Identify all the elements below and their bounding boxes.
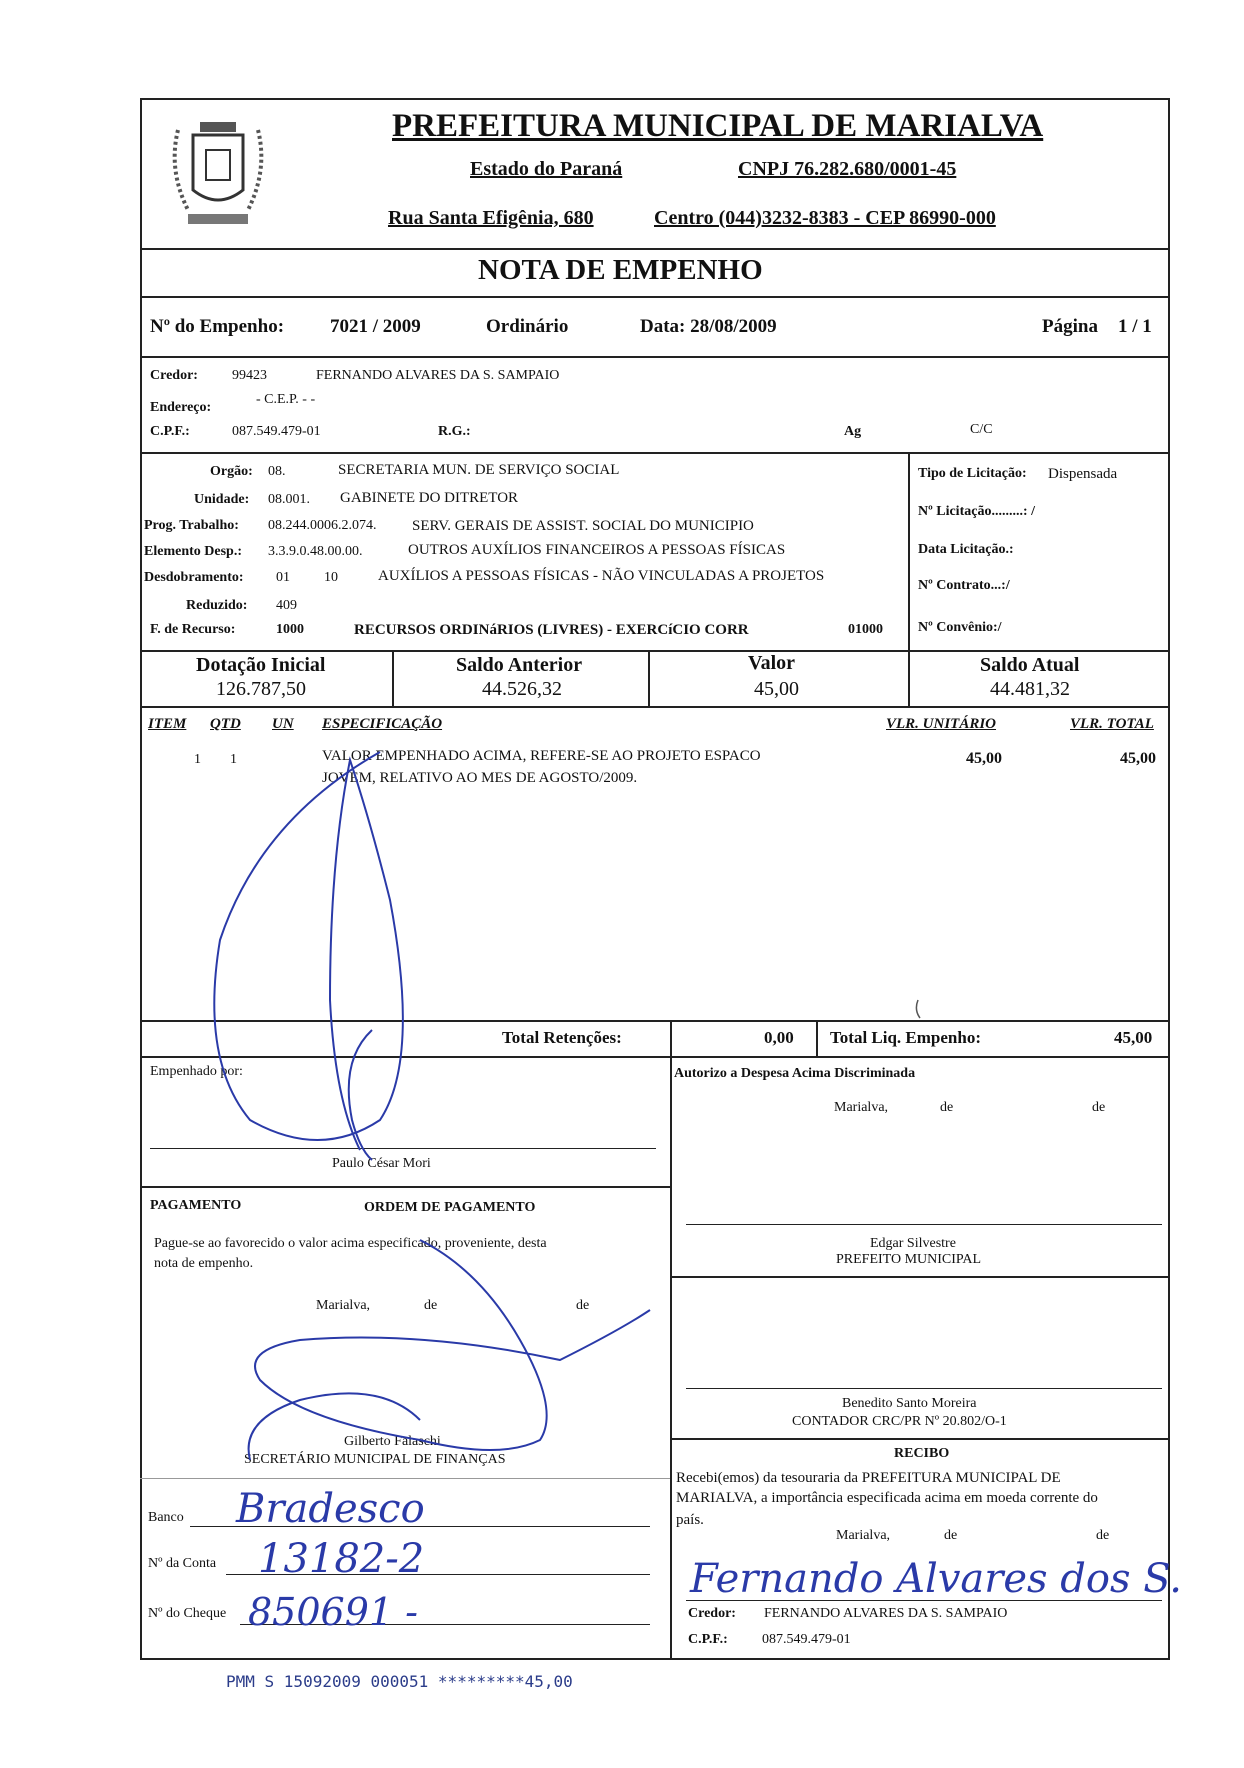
row-item: 1 — [194, 752, 201, 767]
row-description-2: JOVEM, RELATIVO AO MES DE AGOSTO/2009. — [322, 770, 638, 786]
col-especificacao: ESPECIFICAÇÃO — [322, 716, 443, 732]
cpf: 087.549.479-01 — [232, 424, 321, 439]
prefeito-name: Edgar Silvestre — [870, 1236, 956, 1251]
reduzido-label: Reduzido: — [186, 598, 248, 613]
handwritten-credor-signature: Fernando Alvares dos S. — [690, 1556, 1182, 1602]
divider — [140, 1056, 1170, 1058]
recibo-text-1: Recebi(emos) da tesouraria da PREFEITURA MUNICIPAL DE — [676, 1470, 1061, 1486]
address-label: Endereço: — [150, 400, 212, 415]
dotacao-inicial-label: Dotação Inicial — [196, 654, 326, 676]
divider — [140, 248, 1170, 250]
divider — [140, 296, 1170, 298]
recurso-code: 1000 — [276, 622, 304, 637]
col-un: UN — [272, 716, 294, 732]
signature-line — [686, 1388, 1162, 1389]
autorizo-de-1: de — [940, 1100, 954, 1115]
cpf-label: C.P.F.: — [150, 424, 190, 439]
autorizo-de-2: de — [1092, 1100, 1106, 1115]
cnpj: CNPJ 76.282.680/0001-45 — [738, 158, 957, 180]
desdobramento-desc: AUXÍLIOS A PESSOAS FÍSICAS - NÃO VINCULADAS A PROJETOS — [378, 568, 825, 584]
contador-name: Benedito Santo Moreira — [842, 1396, 977, 1411]
ag-label: Ag — [844, 424, 862, 439]
recurso-desc: RECURSOS ORDINáRIOS (LIVRES) - EXERCíCIO CORR — [354, 622, 749, 638]
recibo-de-1: de — [944, 1528, 958, 1543]
saldo-atual-label: Saldo Atual — [980, 654, 1080, 676]
conta-label: Nº da Conta — [148, 1556, 217, 1571]
secretario-name: Gilberto Falaschi — [344, 1434, 441, 1449]
doc-title: NOTA DE EMPENHO — [478, 254, 763, 286]
prog-label: Prog. Trabalho: — [144, 518, 239, 533]
orgao-desc: SECRETARIA MUN. DE SERVIÇO SOCIAL — [338, 462, 620, 478]
empenho-number: 7021 / 2009 — [330, 316, 421, 337]
elemento-code: 3.3.9.0.48.00.00. — [268, 544, 363, 559]
total-retencoes-value: 0,00 — [764, 1028, 794, 1047]
credor-label: Credor: — [150, 368, 198, 383]
recibo-text-3: país. — [676, 1512, 704, 1528]
handwritten-conta: 13182-2 — [258, 1536, 425, 1582]
recurso-code-2: 01000 — [848, 622, 883, 637]
row-qtd: 1 — [230, 752, 237, 767]
empenhado-name: Paulo César Mori — [332, 1156, 431, 1171]
divider — [670, 1276, 1170, 1278]
recibo-credor-name: FERNANDO ALVARES DA S. SAMPAIO — [764, 1606, 1008, 1621]
divider — [670, 1020, 672, 1058]
address: Rua Santa Efigênia, 680 — [388, 207, 594, 229]
valor-value: 45,00 — [754, 678, 799, 700]
prefeito-role: PREFEITO MUNICIPAL — [836, 1252, 982, 1267]
pagamento-city: Marialva, — [316, 1298, 371, 1313]
desdobramento-code-2: 10 — [324, 570, 338, 585]
empenho-number-label: Nº do Empenho: — [150, 316, 285, 337]
recibo-cpf-label: C.P.F.: — [688, 1632, 728, 1647]
page-number: 1 / 1 — [1118, 316, 1152, 337]
handwritten-banco: Bradesco — [236, 1486, 425, 1532]
prog-desc: SERV. GERAIS DE ASSIST. SOCIAL DO MUNICIPIO — [412, 518, 754, 534]
total-liquido-value: 45,00 — [1114, 1028, 1153, 1047]
valor-label: Valor — [748, 652, 796, 674]
org-name: PREFEITURA MUNICIPAL DE MARIALVA — [392, 108, 1044, 144]
cheque-label: Nº do Cheque — [148, 1606, 227, 1621]
divider — [816, 1020, 818, 1058]
licitacao-date: Data Licitação.: — [918, 542, 1014, 557]
divider — [670, 1056, 672, 1660]
cc-label: C/C — [970, 422, 993, 437]
ordem-pagamento: ORDEM DE PAGAMENTO — [364, 1200, 536, 1215]
divider — [908, 452, 910, 652]
signature-line — [686, 1224, 1162, 1225]
divider — [140, 1020, 1170, 1022]
recibo-text-2: MARIALVA, a importância especificada acima em moeda corrente do — [676, 1490, 1098, 1506]
row-total-value: 45,00 — [1120, 750, 1156, 767]
recibo-de-2: de — [1096, 1528, 1110, 1543]
col-unit-value: VLR. UNITÁRIO — [886, 716, 997, 732]
contract-number: Nº Contrato...:/ — [918, 578, 1010, 593]
licitacao-type-label: Tipo de Licitação: — [918, 466, 1027, 481]
saldo-atual-value: 44.481,32 — [990, 678, 1070, 700]
licitacao-number: Nº Licitação.........: / — [918, 504, 1035, 519]
secretario-role: SECRETÁRIO MUNICIPAL DE FINANÇAS — [244, 1452, 506, 1467]
empenho-date: Data: 28/08/2009 — [640, 316, 777, 337]
divider — [392, 650, 394, 706]
signature-line — [150, 1148, 656, 1149]
divider — [140, 706, 1170, 708]
dotacao-inicial-value: 126.787,50 — [216, 678, 306, 700]
desdobramento-code-1: 01 — [276, 570, 290, 585]
recurso-label: F. de Recurso: — [150, 622, 236, 637]
state-name: Estado do Paraná — [470, 158, 623, 180]
total-liquido-label: Total Liq. Empenho: — [830, 1028, 981, 1047]
licitacao-type: Dispensada — [1048, 466, 1118, 482]
pagamento-text-2: nota de empenho. — [154, 1256, 254, 1271]
recibo-cpf: 087.549.479-01 — [762, 1632, 851, 1647]
unidade-desc: GABINETE DO DITRETOR — [340, 490, 519, 506]
pagamento-de-1: de — [424, 1298, 438, 1313]
recibo-city: Marialva, — [836, 1528, 891, 1543]
credor-name: FERNANDO ALVARES DA S. SAMPAIO — [316, 368, 560, 383]
credor-code: 99423 — [232, 368, 267, 383]
autorizo-label: Autorizo a Despesa Acima Discriminada — [674, 1066, 916, 1081]
saldo-anterior-value: 44.526,32 — [482, 678, 562, 700]
col-item: ITEM — [148, 716, 187, 732]
divider — [140, 1478, 670, 1479]
pagamento-label: PAGAMENTO — [150, 1198, 242, 1213]
unidade-label: Unidade: — [194, 492, 250, 507]
orgao-label: Orgão: — [210, 464, 253, 479]
unidade-code: 08.001. — [268, 492, 310, 507]
orgao-code: 08. — [268, 464, 286, 479]
contador-role: CONTADOR CRC/PR Nº 20.802/O-1 — [792, 1414, 1007, 1429]
cep: - C.E.P. - - — [256, 392, 316, 407]
divider — [140, 1186, 670, 1188]
reduzido-code: 409 — [276, 598, 297, 613]
col-qtd: QTD — [210, 716, 241, 732]
divider — [140, 356, 1170, 358]
divider — [648, 650, 650, 706]
col-total-value: VLR. TOTAL — [1070, 716, 1154, 732]
contact: Centro (044)3232-8383 - CEP 86990-000 — [654, 207, 996, 229]
coat-of-arms — [148, 110, 288, 240]
page-label: Página — [1042, 316, 1098, 337]
empenhado-label: Empenhado por: — [150, 1064, 243, 1079]
recibo-title: RECIBO — [894, 1446, 950, 1461]
divider — [908, 650, 910, 706]
total-retencoes-label: Total Retenções: — [502, 1028, 622, 1047]
footer-stamp: PMM S 15092009 000051 *********45,00 — [226, 1672, 573, 1691]
autorizo-city: Marialva, — [834, 1100, 889, 1115]
row-description-1: VALOR EMPENHADO ACIMA, REFERE-SE AO PROJETO ESPACO — [322, 748, 761, 764]
recibo-credor-label: Credor: — [688, 1606, 736, 1621]
divider — [140, 650, 1170, 652]
saldo-anterior-label: Saldo Anterior — [456, 654, 583, 676]
banco-label: Banco — [148, 1510, 184, 1525]
elemento-label: Elemento Desp.: — [144, 544, 242, 559]
divider — [140, 452, 1170, 454]
convenio-number: Nº Convênio:/ — [918, 620, 1002, 635]
desdobramento-label: Desdobramento: — [144, 570, 244, 585]
pagamento-de-2: de — [576, 1298, 590, 1313]
empenho-type: Ordinário — [486, 316, 569, 337]
rg-label: R.G.: — [438, 424, 471, 439]
divider — [670, 1438, 1170, 1440]
handwritten-cheque: 850691 - — [248, 1590, 418, 1634]
prog-code: 08.244.0006.2.074. — [268, 518, 377, 533]
row-unit-value: 45,00 — [966, 750, 1002, 767]
pagamento-text-1: Pague-se ao favorecido o valor acima especificado, proveniente, desta — [154, 1236, 547, 1251]
elemento-desc: OUTROS AUXÍLIOS FINANCEIROS A PESSOAS FÍSICAS — [408, 542, 786, 558]
